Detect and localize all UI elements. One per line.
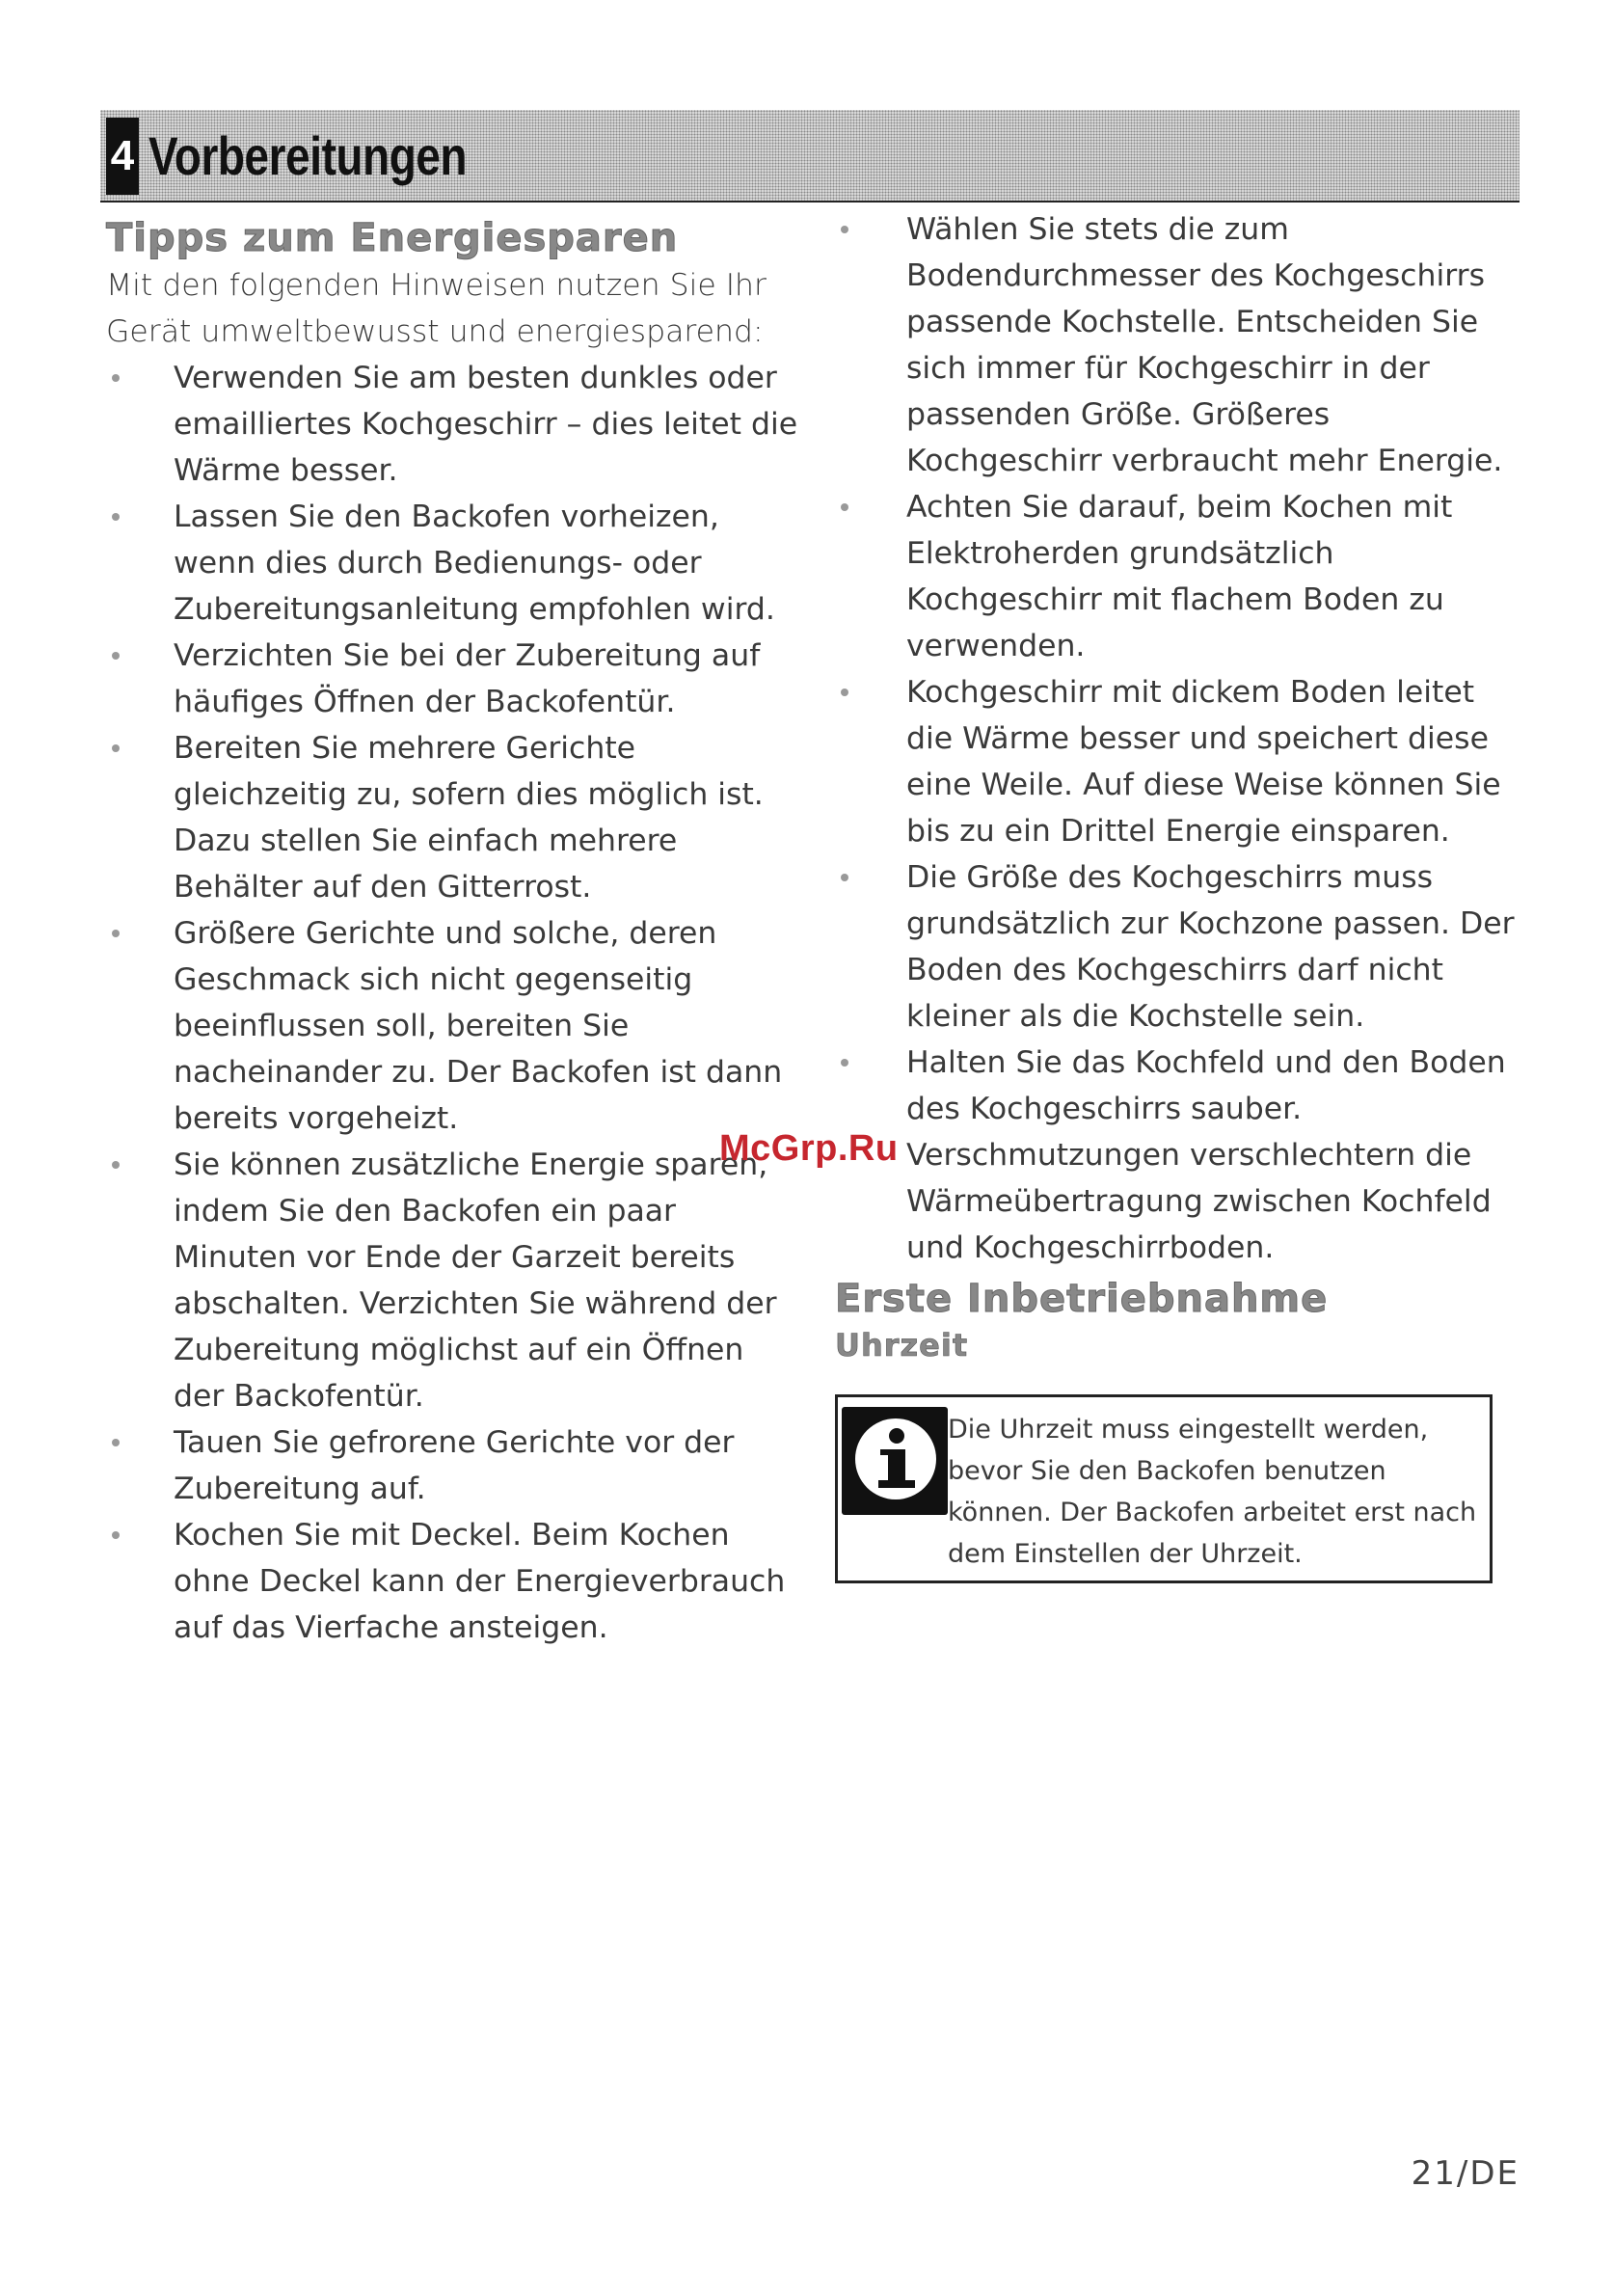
energy-tips-heading: Tipps zum Energiesparen (106, 216, 679, 260)
list-item: Wählen Sie stets die zum Bodendurchmesser des Kochgeschirrs passende Kochstelle. Entscheiden Sie sich immer für Kochgeschirr in der passenden Größe. Größeres Kochgeschirr verbraucht mehr Energie. (835, 206, 1525, 484)
list-item: Halten Sie das Kochfeld und den Boden des Kochgeschirrs sauber. Verschmutzungen verschlechtern die Wärmeübertragung zwischen Kochfeld und Kochgeschirrboden. (835, 1040, 1525, 1271)
list-item: Tauen Sie gefrorene Gerichte vor der Zubereitung auf. (106, 1419, 800, 1512)
list-item: Verwenden Sie am besten dunkles oder emailliertes Kochgeschirr – dies leitet die Wärme besser. (106, 355, 800, 494)
chapter-title: Vorbereitungen (148, 125, 468, 186)
info-note-box (835, 1394, 1493, 1583)
list-item: Achten Sie darauf, beim Kochen mit Elektroherden grundsätzlich Kochgeschirr mit flachem Boden zu verwenden. (835, 484, 1525, 669)
list-item: Kochen Sie mit Deckel. Beim Kochen ohne Deckel kann der Energieverbrauch auf das Vierfache ansteigen. (106, 1512, 800, 1651)
list-item: Lassen Sie den Backofen vorheizen, wenn dies durch Bedienungs- oder Zubereitungsanleitung empfohlen wird. (106, 494, 800, 633)
chapter-header (100, 110, 1520, 203)
info-note-text: Die Uhrzeit muss eingestellt werden, bevor Sie den Backofen benutzen können. Der Backofen arbeitet erst nach dem Einstellen der Uhrzeit. (948, 1415, 1477, 1569)
list-item: Kochgeschirr mit dickem Boden leitet die Wärme besser und speichert diese eine Weile. Auf diese Weise können Sie bis zu ein Drittel Energie einsparen. (835, 669, 1525, 854)
clock-subheading: Uhrzeit (835, 1327, 969, 1364)
list-item: Bereiten Sie mehrere Gerichte gleichzeitig zu, sofern dies möglich ist. Dazu stellen Sie einfach mehrere Behälter auf den Gitterrost. (106, 725, 800, 910)
info-icon (842, 1407, 948, 1515)
list-item: Die Größe des Kochgeschirrs muss grundsätzlich zur Kochzone passen. Der Boden des Kochgeschirrs darf nicht kleiner als die Kochstelle sein. (835, 854, 1525, 1040)
cookware-tips-list (835, 206, 1525, 1271)
list-item: Größere Gerichte und solche, deren Geschmack sich nicht gegenseitig beeinflussen soll, bereiten Sie nacheinander zu. Der Backofen ist dann bereits vorgeheizt. (106, 910, 800, 1142)
left-column (106, 214, 800, 1651)
energy-tips-intro: Mit den folgenden Hinweisen nutzen Sie Ihr Gerät umweltbewusst und energiesparend: (106, 268, 767, 349)
energy-tips-list (106, 355, 800, 1651)
right-column (835, 206, 1525, 1367)
page-number: 21/DE (1411, 2154, 1520, 2193)
first-use-heading: Erste Inbetriebnahme (835, 1277, 1329, 1321)
chapter-number: 4 (106, 118, 139, 195)
list-item: Verzichten Sie bei der Zubereitung auf häufiges Öffnen der Backofentür. (106, 633, 800, 725)
list-item: Sie können zusätzliche Energie sparen, indem Sie den Backofen ein paar Minuten vor Ende der Garzeit bereits abschalten. Verzichten Sie während der Zubereitung möglichst auf ein Öffnen der Backofentür. (106, 1142, 800, 1419)
watermark: McGrp.Ru (719, 1128, 899, 1169)
